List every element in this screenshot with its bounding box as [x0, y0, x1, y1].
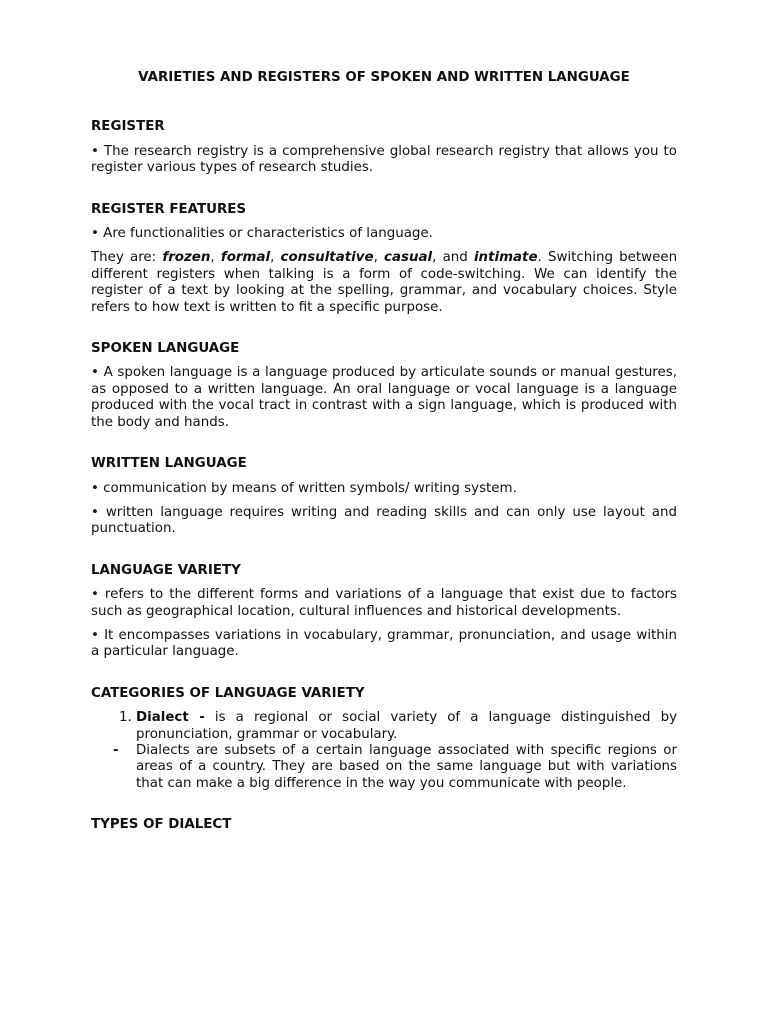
section-heading-written-language: WRITTEN LANGUAGE [91, 456, 247, 472]
term-casual: casual [384, 250, 433, 266]
list-item-dialect [136, 710, 677, 743]
language-variety-paragraph-1: • refers to the different forms and variations of a language that exist due to factors such as geographical location, cultural influences and historical developments. [91, 587, 677, 619]
written-language-paragraph-2: • written language requires writing and reading skills and can only use layout and punctuation. [91, 504, 677, 537]
section-spacer [91, 792, 677, 817]
section-spacer [91, 185, 677, 202]
section-heading-spoken-language: SPOKEN LANGUAGE [91, 341, 240, 357]
section-heading-types-of-dialect: TYPES OF DIALECT [91, 817, 232, 833]
register-features-paragraph-2 [91, 250, 677, 316]
document-page [91, 70, 677, 842]
list-item-dialect-detail [113, 742, 677, 792]
document-title: VARIETIES AND REGISTERS OF SPOKEN AND WRITTEN LANGUAGE [138, 70, 630, 85]
separator: , [270, 250, 281, 266]
separator: , and [432, 250, 474, 266]
dash-bullet: - [113, 742, 119, 758]
spoken-language-paragraph: • A spoken language is a language produced by articulate sounds or manual gestures, as opposed to a written language. An oral language or vocal language is a language produced with the vocal tract in contrast with a sign language, which is produced with the body and hands. [91, 365, 677, 430]
term-intimate: intimate [473, 250, 538, 266]
dialect-definition: is a regional or social variety of a language distinguished by pronunciation, grammar or vocabulary. [136, 710, 677, 742]
section-heading-language-variety: LANGUAGE VARIETY [91, 562, 241, 578]
section-spacer [91, 324, 677, 341]
section-heading-register: REGISTER [91, 119, 165, 135]
separator: , [373, 250, 385, 266]
register-features-suffix: . Switching between different registers when talking is a form of code-switching. We can identify the register of a text by looking at the spelling, grammar, and vocabulary choices. Style refers to how text is written to fit a specific purpose. [91, 250, 678, 315]
separator: , [210, 250, 221, 266]
section-spacer [91, 546, 677, 563]
language-variety-paragraph-2: • It encompasses variations in vocabulary, grammar, pronunciation, and usage within a particular language. [91, 627, 677, 660]
register-paragraph: • The research registry is a comprehensive global research registry that allows you to register various types of research studies. [91, 143, 677, 176]
section-heading-register-features: REGISTER FEATURES [91, 201, 247, 217]
term-formal: formal [220, 250, 271, 266]
written-language-paragraph-1: • communication by means of written symbols/ writing system. [91, 480, 517, 496]
term-frozen: frozen [162, 250, 211, 266]
section-spacer [91, 439, 677, 456]
section-spacer [91, 669, 677, 686]
register-features-paragraph-1: • Are functionalities or characteristics of language. [91, 226, 433, 242]
register-features-prefix: They are: [91, 250, 163, 266]
categories-list [91, 710, 677, 743]
dialect-sublist [91, 743, 677, 792]
dialect-detail-text: Dialects are subsets of a certain language associated with specific regions or areas of a country. They are based on the same language but with variations that can make a big difference in the way you communicate with people. [136, 742, 677, 791]
term-consultative: consultative [280, 250, 374, 266]
section-heading-categories: CATEGORIES OF LANGUAGE VARIETY [91, 685, 365, 701]
dialect-term: Dialect - [136, 710, 205, 726]
